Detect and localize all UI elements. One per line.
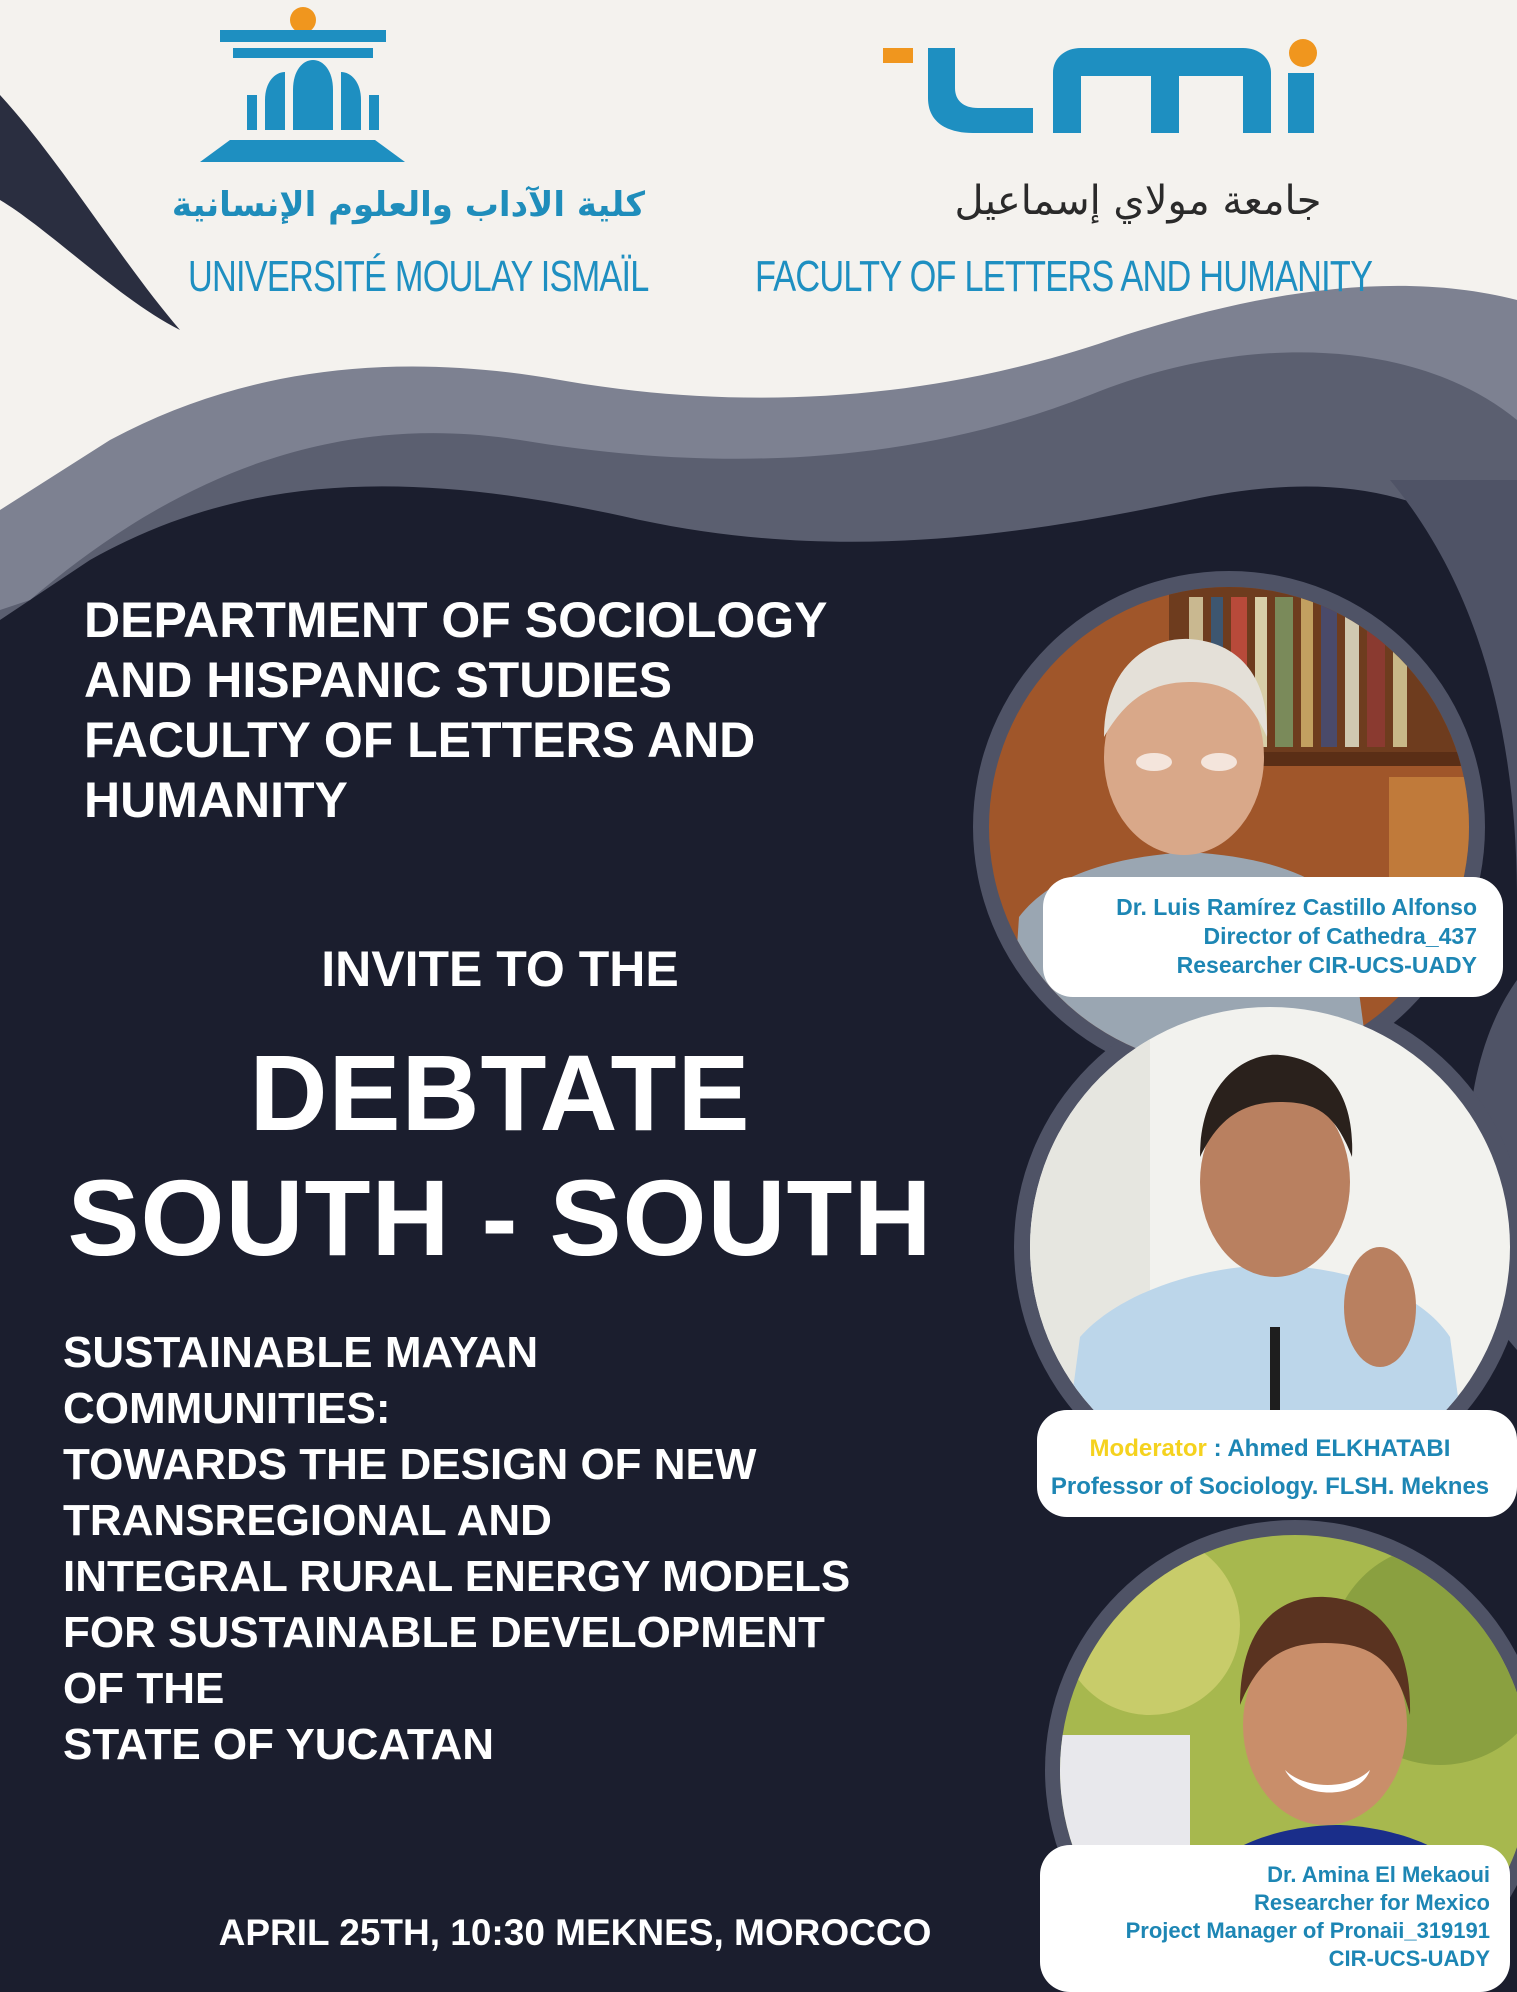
speaker-caption-line: Project Manager of Pronaii_319191 [1125, 1918, 1490, 1943]
speaker-caption-line: Dr. Luis Ramírez Castillo Alfonso [1116, 894, 1477, 920]
subtitle-line: COMMUNITIES: [63, 1384, 391, 1433]
department-line: HUMANITY [84, 772, 348, 828]
event-subtitle [63, 1325, 963, 1773]
speaker-caption-1 [1043, 877, 1503, 997]
speaker-caption-line: Dr. Amina El Mekaoui [1267, 1862, 1490, 1887]
subtitle-line: SUSTAINABLE MAYAN [63, 1328, 539, 1377]
moderator-label: Moderator [1089, 1435, 1207, 1462]
event-title [0, 1030, 1000, 1280]
moderator-name: : Ahmed ELKHATABI [1213, 1435, 1451, 1462]
moderator-line [1037, 1430, 1503, 1468]
subtitle-line: OF THE [63, 1664, 225, 1713]
subtitle-line: INTEGRAL RURAL ENERGY MODELS [63, 1552, 851, 1601]
department-heading [84, 590, 944, 830]
faculty-name-english: FACULTY OF LETTERS AND HUMANITY [755, 252, 1373, 301]
faculty-logo [125, 0, 697, 240]
speaker-caption-line: Director of Cathedra_437 [1203, 923, 1477, 949]
subtitle-line: TRANSREGIONAL AND [63, 1496, 552, 1545]
moderator-caption [1037, 1410, 1517, 1517]
subtitle-line: FOR SUSTAINABLE DEVELOPMENT [63, 1608, 825, 1657]
speaker-caption-3 [1040, 1845, 1510, 1992]
moderator-title: Professor of Sociology. FLSH. Meknes [1050, 1473, 1490, 1500]
department-line: DEPARTMENT OF SOCIOLOGY [84, 592, 828, 648]
speaker-caption-line: Researcher CIR-UCS-UADY [1176, 952, 1477, 978]
university-logo [883, 28, 1395, 233]
event-date-location: APRIL 25TH, 10:30 MEKNES, MOROCCO [218, 1912, 932, 1953]
department-line: AND HISPANIC STUDIES [84, 652, 673, 708]
subtitle-line: STATE OF YUCATAN [63, 1720, 495, 1769]
university-name-french: UNIVERSITÉ MOULAY ISMAÏL [188, 252, 649, 301]
invite-text: INVITE TO THE [321, 941, 679, 997]
event-title-line: SOUTH - SOUTH [67, 1157, 933, 1278]
faculty-name-arabic: كلية الآداب والعلوم الإنسانية [171, 185, 645, 225]
subtitle-line: TOWARDS THE DESIGN OF NEW [63, 1440, 757, 1489]
event-title-line: DEBTATE [249, 1032, 751, 1153]
speaker-caption-line: CIR-UCS-UADY [1328, 1946, 1490, 1971]
speaker-caption-line: Researcher for Mexico [1254, 1890, 1490, 1915]
department-line: FACULTY OF LETTERS AND [84, 712, 756, 768]
university-name-arabic: جامعة مولاي إسماعيل [954, 178, 1322, 224]
